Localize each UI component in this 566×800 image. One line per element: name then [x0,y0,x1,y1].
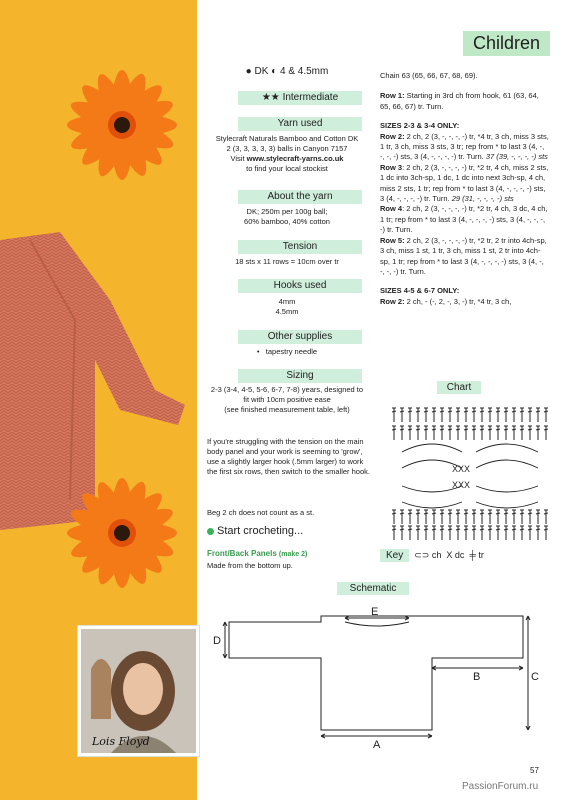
row-3 [380,163,550,205]
hook-sizes: 4 & 4.5mm [279,66,329,77]
row-2b [380,297,550,307]
hooks-heading: Hooks used [238,279,362,293]
dimension-d [223,622,227,658]
key-heading: Key [380,549,409,562]
row-2 [380,132,550,163]
row-3-text: : 2 ch, 2 (3, -, -, -, -) tr, *2 tr, 4 ch, miss 2 sts, 1 dc into 3ch-sp, 1 dc, 1 dc into next 3ch-sp, 4 ch, miss 2 sts, 1 tr; rep from * to last 3 (4, -, -, -, -) sts, 3 (4, -, -, -, -) tr. Turn. [380,162,549,204]
page-number: 57 [530,766,539,775]
stars-icon: ★★ [261,92,280,103]
dimension-b [432,666,523,670]
row-2b-text: 2 ch, - (-, 2, -, 3, -) tr, *4 tr, 3 ch, [404,296,512,306]
panels-make: (make 2) [278,551,308,558]
svg-text:XXX: XXX [452,480,471,490]
tension-heading: Tension [238,240,362,254]
panels-heading [207,549,371,560]
row-5 [380,236,550,278]
start-crocheting-heading [207,526,371,536]
yarn-ball-icon: ● [245,66,252,77]
sizing-text [206,385,368,415]
yarn-used-heading: Yarn used [238,117,362,131]
chain-instruction: Chain 63 (65, 66, 67, 68, 69). [380,71,478,80]
sizes-b-heading: SIZES 4-5 & 6-7 ONLY: [380,286,460,296]
yarn-website-link[interactable]: www.stylecraft-yarns.co.uk [246,154,344,163]
difficulty-level: Intermediate [282,92,339,103]
chart-heading: Chart [437,381,481,394]
watermark: PassionForum.ru [462,781,539,792]
hook-icon: ◐ [271,66,278,77]
row-1-text: Starting in 3rd ch from hook, 61 (63, 64, 65, 66, 67) tr. Turn. [380,91,539,111]
panels-text: Made from the bottom up. [207,561,293,570]
label-c: C [531,671,539,683]
hook-1: 4mm [278,297,296,306]
about-yarn-text [206,207,368,227]
dc-symbol-icon: X [446,550,453,560]
section-title: Children [463,31,550,56]
about-line-1: DK; 250m per 100g ball; [246,207,328,216]
chain-symbol-icon: ⊂⊃ [414,550,430,560]
yarn-line-4: to find your local stockist [246,164,328,173]
tension-tip: If you're struggling with the tension on the main body panel and your work is seeming to 'grow', use a slightly larger hook (.5mm larger) to work the first six rows, then switch to the smaller hook. [207,437,370,476]
tension-text: 18 sts x 11 rows = 10cm over tr [235,257,339,266]
row-2-count: 37 (39, -, -, -, -) sts [485,152,548,162]
author-signature: Lois Floyd [92,735,150,748]
label-b: B [473,671,481,683]
row-2-text: 2 ch, 2 (3, -, -, -, -) tr, *4 tr, 3 ch, miss 3 sts, 1 tr, 3 ch, miss 3 sts, 3 tr; rep from * to last 3 (4, -, -, -, -) sts, 3 (4, -, -, -, -) tr. Turn. [380,131,549,162]
instructions-text [380,71,550,307]
supplies-heading: Other supplies [238,330,362,344]
tr-symbol-icon: ╪ [469,550,476,560]
sizing-line-2: fit with 10cm positive ease [243,395,331,404]
row-1 [380,91,550,112]
label-d: D [213,635,221,647]
supplies-text [206,347,368,357]
svg-text:XXX: XXX [452,464,471,474]
neckline [345,622,409,626]
key-ch: ch [431,550,442,560]
label-e: E [371,606,379,618]
row-5-label: Row 5: [380,235,405,245]
start-label: Start crocheting... [217,525,304,537]
row-2-label: Row 2: [380,131,405,141]
row-4-label: Row 4 [380,204,403,214]
hooks-text [206,297,368,317]
sizing-heading: Sizing [238,369,362,383]
yarn-line-2: 2 (3, 3, 3, 3, 3) balls in Canyon 7157 [226,144,348,153]
bullet-icon: • [256,347,260,356]
chart-key [380,549,484,562]
sizes-a-heading: SIZES 2-3 & 3-4 ONLY: [380,121,460,131]
row-2b-label: Row 2: [380,296,405,306]
sizing-line-3: (see finished measurement table, left) [224,405,350,414]
yarn-line-3 [206,154,368,164]
supply-item: tapestry needle [265,347,318,356]
key-dc: dc [454,550,465,560]
weight-hook-line [206,67,368,77]
row-5-text: 2 ch, 2 (3, -, -, -, -) tr, *2 tr, 2 tr into 4ch-sp, 3 ch, miss 1 st, 1 tr, 3 ch, miss 1 st, 2 tr into 4ch-sp, 1 tr; rep from * to last 3 (4, -, -, -, -) sts, 3 (4, -, -, -, -) tr. Turn. [380,235,547,276]
key-tr: tr [478,550,484,560]
hook-2: 4.5mm [275,307,299,316]
about-yarn-heading: About the yarn [238,190,362,204]
green-dot-icon [207,528,214,535]
dimension-c [526,616,530,730]
stitch-chart [392,406,548,542]
visit-label: Visit [230,154,247,163]
schematic-heading: Schematic [337,582,409,595]
about-line-2: 60% bamboo, 40% cotton [244,217,330,226]
row-4-text: : 2 ch, 2 (3, -, -, -, -) tr, *2 tr, 4 ch, 3 dc, 4 ch, 1 tr; rep from * to last 3 (4, -, -, -, -) sts, 3 (4, -, -, -, -) tr. Turn. [380,204,548,235]
row-3-label: Row 3 [380,162,403,172]
tr-stitch-rows [392,408,548,540]
dimension-a [321,734,432,738]
sizing-line-1: 2-3 (3-4, 4-5, 5-6, 6-7, 7-8) years, designed to [210,385,364,394]
panels-title: Front/Back Panels [207,549,277,558]
label-a: A [373,739,381,751]
difficulty-badge [238,91,362,105]
row-1-label: Row 1: [380,91,405,101]
dc-marks [452,464,470,490]
yarn-line-1: Stylecraft Naturals Bamboo and Cotton DK [215,134,359,143]
chain-loops [402,444,538,508]
beg-note: Beg 2 ch does not count as a st. [207,508,315,517]
yarn-used-text [206,134,368,174]
schematic-diagram [205,600,550,755]
row-3-count: 29 (31, -, -, -, -) sts [451,194,514,204]
row-4 [380,204,550,235]
yarn-weight: DK [254,66,269,77]
